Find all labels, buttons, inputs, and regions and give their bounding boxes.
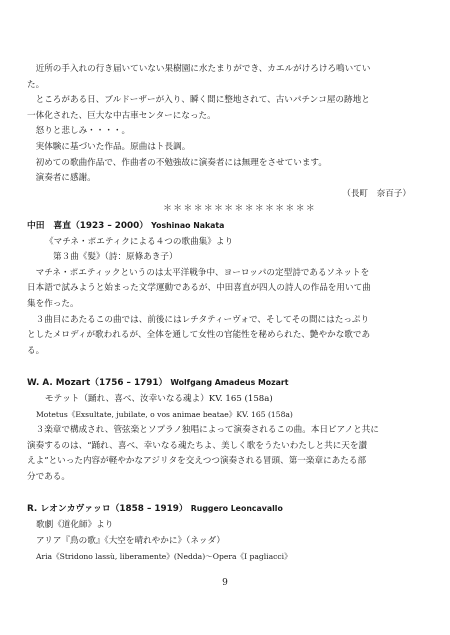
body-line: 集を作った。 — [27, 298, 79, 309]
composer-latin-name: Yoshinao Nakata — [151, 220, 225, 230]
intro-line: 演奏者に感謝。 — [27, 173, 96, 184]
intro-line: た。 — [27, 79, 45, 90]
work-title: モテット（踊れ、喜べ、汝幸いなる魂よ）KV. 165 (158a) — [45, 393, 273, 404]
intro-line: 実体験に基づいた作品。原曲はト長調。 — [27, 141, 191, 152]
section-heading — [27, 375, 412, 392]
section-heading — [27, 218, 412, 235]
body-line: えよ”といった内容が軽やかなアジリタを交えつつ演奏される冒頭、第一楽章にあたる部 — [27, 456, 367, 467]
composer-name: R. レオンカヴァッロ（1858 – 1919） — [27, 504, 188, 515]
composer-name: 中田 喜直（1923 – 2000） — [27, 220, 149, 231]
section-heading — [27, 501, 412, 518]
page-content — [27, 62, 412, 565]
intro-line: ところがある日、ブルドーザーが入り、瞬く間に整地されて、古いパチンコ屋の跡地と — [27, 95, 370, 106]
composer-name: W. A. Mozart（1756 – 1791） — [27, 378, 168, 389]
page-number: 9 — [222, 578, 228, 588]
composer-latin-name: Ruggero Leoncavallo — [190, 504, 283, 514]
aria-title-latin: Aria《Stridono lassù, liberamente》(Nedda)～Opera《I pagliacci》 — [36, 552, 292, 562]
section-mozart — [27, 375, 412, 485]
composer-latin-name: Wolfgang Amadeus Mozart — [170, 378, 289, 388]
signature: （長町 奈百子） — [342, 188, 411, 199]
section-leoncavallo — [27, 501, 412, 564]
body-line: としたメロディが歌われるが、全体を通して女性の官能性を秘められた、艶やかな歌であ — [27, 330, 371, 341]
intro-line: 一体化された、巨大な中古車センターになった。 — [27, 110, 216, 121]
section-nakata — [27, 218, 412, 359]
intro-line: 怒りと悲しみ・・・・。 — [27, 126, 131, 137]
work-title: 歌劇《道化師》より — [36, 520, 114, 531]
work-subtitle: 第３曲《髪》（詩：原條あき子） — [53, 252, 178, 263]
work-title: 《マチネ・ポエティクによる４つの歌曲集》より — [45, 236, 234, 247]
body-line: ３曲目にあたるこの曲では、前後にはレチタティーヴォで、そしてその間にはたっぷり — [27, 314, 370, 325]
body-line: 日本語で試みようと始まった文学運動であるが、中田喜直が四人の詩人の作品を用いて曲 — [27, 283, 371, 294]
body-line: 分である。 — [27, 471, 70, 482]
intro-text — [27, 62, 412, 202]
work-title-latin: Motetus《Exsultate, jubilate, o vos animae beatae》KV. 165 (158a) — [36, 410, 293, 420]
body-line: 演奏するのは、“踊れ、喜べ、幸いなる魂たちよ、美しく歌をうたいわたしと共に天を讃 — [27, 440, 368, 451]
body-line: ３楽章で構成され、管弦楽とソプラノ独唱によって演奏されるこの曲。本日ピアノと共に — [27, 425, 379, 436]
intro-line: 近所の手入れの行き届いていない果樹園に水たまりができ、カエルがけろけろ鳴いてい — [27, 64, 371, 74]
separator-stars: ＊＊＊＊＊＊＊＊＊＊＊＊＊＊＊ — [162, 204, 316, 215]
intro-line: 初めての歌曲作品で、作曲者の不勉強故に演奏者には無理をさせています。 — [27, 157, 327, 168]
body-line: る。 — [27, 345, 45, 356]
aria-title: アリア『鳥の歌』《大空を晴れやかに》（ネッダ） — [36, 535, 225, 546]
body-line: マチネ・ポエティックというのは太平洋戦争中、ヨーロッパの定型詩であるソネットを — [27, 267, 370, 278]
